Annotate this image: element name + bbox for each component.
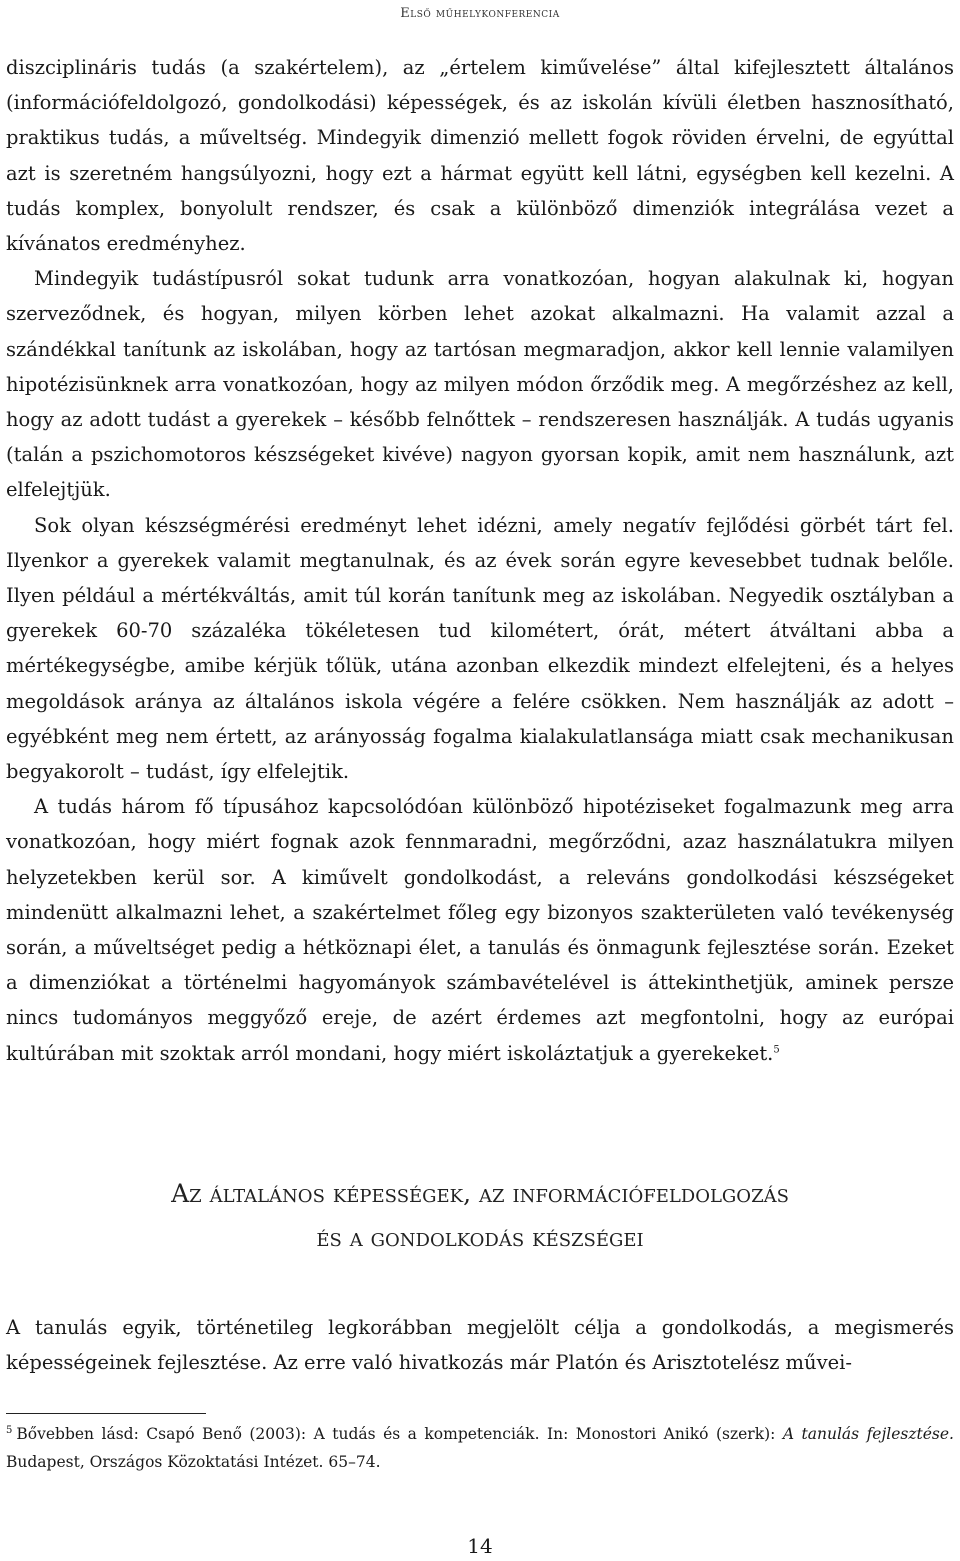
footnote-text-after: Budapest, Országos Közoktatási Intézet. 65–74. [6, 1453, 381, 1471]
footnote-text-before: Bővebben lásd: Csapó Benő (2003): A tudás és a kompetenciák. In: Monostori Anikó (szerk): [16, 1425, 783, 1443]
paragraph-2: Mindegyik tudástípusról sokat tudunk arra vonatkozóan, hogyan alakulnak ki, hogyan szerveződnek, és hogyan, milyen körben lehet azokat alkalmazni. Ha valamit azzal a szándékkal tanítunk az iskolában, hogy az tartósan megmaradjon, akkor kell lennie valamilyen hipotézisünknek arra vonatkozóan, hogy az milyen módon őrződik meg. A megőrzéshez az kell, hogy az adott tudást a gyerekek – később felnőttek – rendszeresen használják. A tudás ugyanis (talán a pszichomotoros készségeket kivéve) nagyon gyorsan kopik, amit nem használunk, azt elfelejtjük. [6, 267, 954, 502]
page-number: 14 [467, 1534, 493, 1558]
paragraph-3: Sok olyan készségmérési eredményt lehet idézni, amely negatív fejlődési görbét tárt fel. Ilyenkor a gyerekek valamit megtanulnak, és az évek során egyre kevesebbet tudnak belőle. Ilyen például a mértékváltás, amit túl korán tanítunk meg az iskolában. Negyedik osztályban a gyerekek 60-70 százaléka tökéletesen tud kilométert, órát, métert átváltani abba a mértékegységbe, amibe kérjük tőlük, utána azonban elkezdik mindezt elfelejteni, és a helyes megoldások aránya az általános iskola végére a felére csökken. Nem használják az adott – egyébként meg nem értett, az arányosság fogalma kialakulatlansága miatt csak mechanikusan begyakorolt – tudást, így elfelejtik. [6, 513, 954, 784]
footnote-divider [6, 1413, 206, 1414]
section-heading [0, 1172, 960, 1260]
paragraph-1: diszciplináris tudás (a szakértelem), az „értelem kiművelése” által kifejlesztett általános (információfeldolgozó, gondolkodási) képességek, és az iskolán kívüli életben hasznosítható, praktikus tudás, a műveltség. Mindegyik dimenzió mellett fogok röviden érvelni, de egyúttal azt is szeretném hangsúlyozni, hogy ezt a hármat együtt kell látni, egységben kell kezelni. A tudás komplex, bonyolult rendszer, és csak a különböző dimenziók integrálása vezet a kívánatos eredményhez. [6, 56, 954, 256]
footnote-number: 5 [6, 1424, 13, 1436]
body-text [6, 50, 954, 1071]
footnote [6, 1420, 954, 1476]
paragraph-4 [6, 789, 954, 1071]
footnote-reference[interactable]: 5 [773, 1044, 780, 1056]
section-body [6, 1310, 954, 1380]
section-paragraph: A tanulás egyik, történetileg legkorábban megjelölt célja a gondolkodás, a megismerés képességeinek fejlesztése. Az erre való hivatkozás már Platón és Arisztotelész művei- [6, 1316, 954, 1375]
section-heading-line-1: Az általános képességek, az információfeldolgozás [171, 1179, 789, 1208]
section-heading-line-2: és a gondolkodás készségei [316, 1223, 644, 1252]
footnote-italic-title: A tanulás fejlesztése. [782, 1425, 954, 1443]
paragraph-4-text: A tudás három fő típusához kapcsolódóan különböző hipotéziseket fogalmazunk meg arra vonatkozóan, hogy miért fognak azok fennmaradni, megőrződni, azaz használatukra milyen helyzetekben kerül sor. A kiművelt gondolkodást, a releváns gondolkodási készségeket mindenütt alkalmazni lehet, a szakértelmet főleg egy bizonyos szakterületen való tevékenység során, a műveltséget pedig a hétköznapi élet, a tanulás és önmagunk fejlesztése során. Ezeket a dimenziókat a történelmi hagyományok számbavételével is áttekinthetjük, aminek persze nincs tudományos meggyőző ereje, de azért érdemes azt megfontolni, hogy az európai kultúrában mit szoktak arról mondani, hogy miért iskoláztatjuk a gyerekeket. [6, 795, 954, 1065]
running-header: Első műhelykonferencia [400, 6, 560, 21]
